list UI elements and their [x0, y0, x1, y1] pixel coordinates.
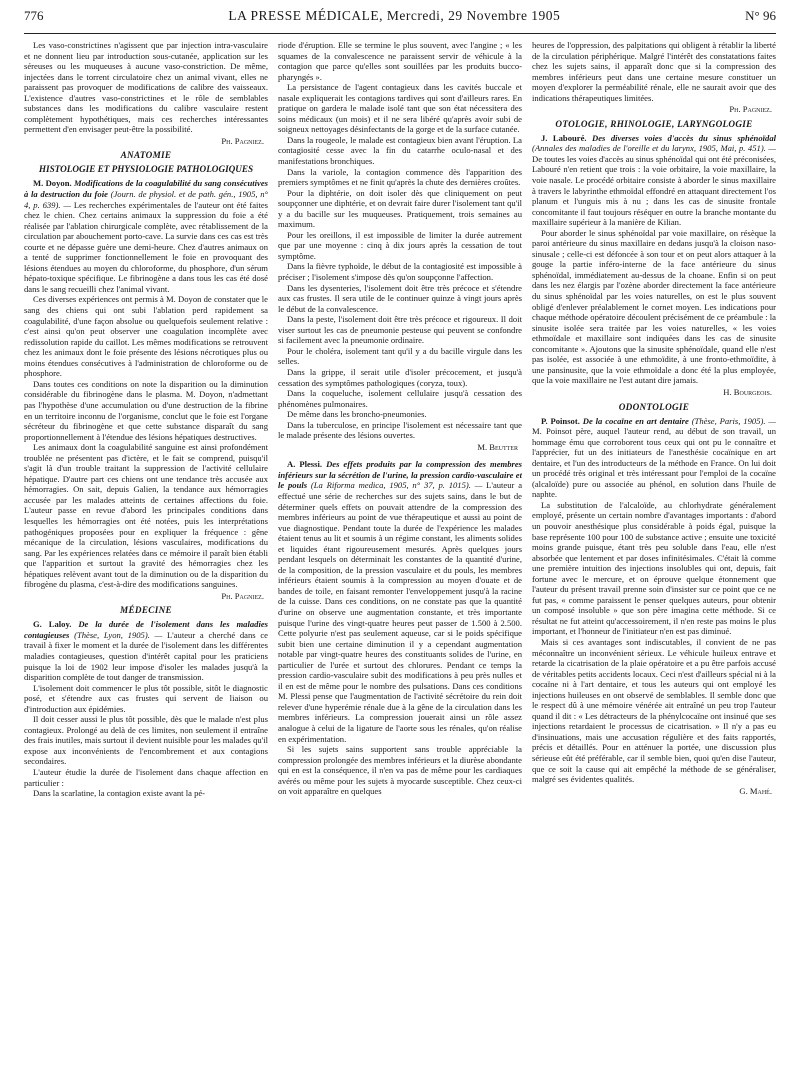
article-author: M. Doyon. — [33, 178, 72, 189]
article-reference: (Journ. de physiol. et de path. gén., 1905, n° 4, p. 639). — — [24, 189, 268, 210]
signature: Ph. Pagniez. — [221, 135, 264, 146]
paragraph: Pour les oreillons, il est impossible de limiter la durée autrement que par une moyenne : cinq à dix jours après la cessation de tout symptôme. — [278, 229, 522, 261]
paragraph: Dans la coqueluche, isolement cellulaire jusqu'à cessation des phénomènes pulmonaires. — [278, 388, 522, 409]
paragraph: Dans la rougeole, le malade est contagieux bien avant l'éruption. La contagiosité cesse avec la fin du catarrhe oculo-nasal et des manifestations bronchiques. — [278, 134, 522, 167]
paragraph: Ces diverses expériences ont permis à M. Doyon de constater que le sang des chiens qui ont subi l'ablation perd rapidement sa coagulabilité, d'une façon absolue ou quelquefois seulement relative : c'est ainsi qu'on peut observer une coagulation incomplète avec redissolution rapide du caillot. Les mêmes modifications se retrouvent chez les animaux dont le foie présente des lésions nécrotiques plus ou moins étendues consécutives à l'administration de chloroforme ou de phosphore. — [24, 294, 268, 379]
article-title: De la durée de l'isolement dans les maladies contagieuses — [24, 619, 268, 640]
article-title: De la cocaïne en art dentaire — [582, 415, 689, 426]
paragraph: Pour la diphtérie, on doit isoler dès que cliniquement on peut soupçonner une diphtérie, et on devrait faire durer l'isolement tant qu'il y a du bacille sur les muqueuses. Pratiquement, trois semaines au maximum. — [278, 187, 522, 230]
article-title: Des diverses voies d'accès du sinus sphénoïdal — [592, 132, 776, 143]
paragraph: Mais si ces avantages sont indiscutables, il convient de ne pas méconnaître un inconvénient sérieux. Le véhicule huileux entrave et retarde la cicatrisation de la plaie opératoire et a pu être parfois accusé de véritables petits accidents locaux. Ceci n'est d'ailleurs spécial ni à la cocaïne ni à l'art dentaire, et tous les auteurs qui ont employé les injections huileuses en ont observé de semblables. Il semble donc que le respect dû à une mémoire vénérée ait entraîné un peu trop l'auteur quand il dit : « Les détracteurs de la phénylcocaïne ont insinué que ses injections retardaient le processus de cicatrisation. » Il n'y a pas eu d'insinuations, mais une accusation régulière et des faits rapportés, précis et détaillés. Pour en atténuer la portée, une discussion plus sérieuse eût été préférable, car il semble bien, quoi qu'en dise l'auteur, que ce soit la cause qui ait empêché la méthode de se généraliser, malgré ses évidentes qualités. — [532, 636, 776, 785]
paragraph: M. Poinsot père, auquel l'auteur rend, au début de son travail, un hommage ému que corroborent tous ceux qui ont pu le connaître et l'apprécier, fut un des initiateurs de l'anesthésie cocaïnique en art dentaire, et l'un des introducteurs de la méthode en France. On lui doit un procédé très original et très intéressant pour l'emploi de la cocaïne (alcaloïde) pure ou associée au phénol, en solution dans l'huile de naphte. — [532, 426, 776, 500]
signature: M. Beutter — [477, 441, 518, 452]
paragraph: L'auteur a effectué une série de recherches sur des sujets sains, dans le but de déterminer quels effets on pouvait attendre de la compression des membres inférieurs au point de vue thérapeutique et aussi au point de vue diagnostique. Pendant toute la durée de l'expérience les malades étaient tenus au lit et soumis à un régime constant, les aliments solides et liquides étant rigoureusement mesurés. Après quelques jours pendant lesquels on déterminait les constantes de la quantité d'urine, de la composition, de la pression vasculaire et du pouls, les membres inférieurs étaient soumis à la compression au moyen d'ouate et de bandes de toile, en faisant remonter l'enveloppement jusqu'à la racine de la cuisse. Dans ces conditions, on ne constate pas que la quantité d'urine on observe une augmentation constante, et très importante puisque l'urine des vingt-quatre heures peut passer de 1.500 à 2.500. Cette polyurie n'est pas seulement aqueuse, car si le poids spécifique subit bien une certaine diminution il y a cependant augmentation notable par vingt-quatre heures des constituants solides de l'urine, en particulier de l'urée et surtout des chlorures. Pendant ce temps la pression cardio-vasculaire subit des modifications à peu près nulles et il en est de même pour le nombre des pulsations. Dans ces conditions M. Plessi pense que l'augmentation de l'activité sécrétoire du rein doit relever d'une hyperémie rénale due à la gêne de la circulation dans les membres inférieurs. La compression jouerait ainsi un rôle assez analogue à celui de la ligature de l'aorte sous les rénales, qu'on réalise en expérimentation. — [278, 480, 522, 744]
paragraph: L'auteur a cherché dans ce travail à fixer le moment et la durée de l'isolement dans les différentes maladies contagieuses, question d'intérêt capital pour les praticiens puisque la loi de 1902 leur impose d'isoler les malades jusqu'à la disparition complète de tout danger de transmission. — [24, 629, 268, 683]
issue-number: N° 96 — [745, 8, 776, 23]
section-heading-otologie: OTOLOGIE, RHINOLOGIE, LARYNGOLOGIE — [555, 118, 753, 129]
column-1 — [24, 40, 268, 1078]
paragraph: Dans la variole, la contagion commence dès l'apparition des premiers symptômes et ne finit qu'après la chute des dernières croûtes. — [278, 166, 522, 188]
paragraph: L'auteur étudie la durée de l'isolement dans chaque affection en particulier : — [24, 767, 268, 788]
signature: G. Mahé. — [739, 785, 772, 796]
paragraph: Dans toutes ces conditions on note la disparition ou la diminution considérable du fibrinogène dans le plasma. M. Doyon, n'admettant pas l'hypothèse d'une accumulation ou d'une destruction de la fibrine en un territoire inconnu de l'organisme, conclut que le foie est l'organe sécréteur du fibrinogène et que cette substance disparaît du sang proportionnellement à l'étendue des lésions hépatiques destructives. — [24, 378, 268, 442]
section-heading-anatomie: ANATOMIE — [120, 150, 172, 161]
article-author: G. Laloy. — [33, 619, 72, 630]
article-reference: (Annales des maladies de l'oreille et du larynx, 1905, Mai, p. 451). — — [532, 143, 776, 154]
article-header — [24, 178, 268, 294]
paragraph: Dans les dysenteries, l'isolement doit être très précoce et s'étendre aux cas frustes. Il sera utile de le continuer quinze à vingt jours après le début de la convalescence. — [278, 282, 522, 314]
paragraph: L'isolement doit commencer le plus tôt possible, sitôt le diagnostic posé, et s'étendre aux cas frustes qui servent de liaison ou d'introduction aux épidémies. — [24, 682, 268, 714]
article-reference: (Thèse, Lyon, 1905). — — [74, 629, 163, 640]
paragraph: Les recherches expérimentales de l'auteur ont été faites chez le chien. Chez certains animaux la suppression du foie a été réalisée par l'ablation chirurgicale complète, avec rétablissement de la circulation par abouchement porto-cave. La survie dans ces cas est très courte et ne dépasse guère une demi-heure. Chez d'autres animaux on a tenté de supprimer fonctionnellement le foie en provoquant des lésions étendues au moyen du chloroforme, du phosphore, d'un sérum hépato-toxique spécifique. Le fibrinogène a dans tous les cas été dosé dans le sang recueilli chez l'animal vivant. — [24, 199, 268, 294]
section-subheading-histologie: HISTOLOGIE ET PHYSIOLOGIE PATHOLOGIQUES — [38, 164, 254, 175]
article-author: P. Poinsot. — [541, 415, 580, 426]
article-header — [532, 133, 776, 228]
article-title: Des effets produits par la compression des membres inférieurs sur la sécrétion de l'urine, la pression cardio-vasculaire et le pouls — [278, 459, 522, 491]
signature: H. Bourgeois. — [723, 386, 772, 397]
paragraph: La persistance de l'agent contagieux dans les cavités buccale et nasale expliquerait les contagions tardives qui sont d'ailleurs rares. En pratique on gardera le malade isolé tant que son état nécessitera des soins médicaux (un mois) et il ne sera libéré qu'après avoir subi de soigneux nettoyages désinfectants de la gorge et de la surface cutanée. — [278, 82, 522, 135]
paragraph: Si les sujets sains supportent sans trouble appréciable la compression prolongée des membres inférieurs et la diurèse abondante qui en est la conséquence, il n'en va pas de même pour les cardiaques avérés ou même pour les sujets à myocarde susceptible. Chez ceux-ci on voit apparaître en quelques — [278, 744, 522, 797]
signature: Ph. Pagniez. — [729, 104, 772, 115]
column-3 — [532, 40, 776, 1078]
page-number: 776 — [24, 8, 44, 23]
paragraph: La substitution de l'alcaloïde, au chlorhydrate généralement employé, présente un certain nombre d'avantages importants : d'abord un pouvoir anesthésique plus considérable à poids égal, puisque la base représente 100 pour 100 de substance active ; ensuite une toxicité moins grande puisque, étant très peu soluble dans l'eau, elle n'est absorbée que lentement et par doses infinitésimales. C'était là comme une première intuition des injections insolubles qui ont, depuis, fait fortune avec le mercure, et on éprouve quelque étonnement que l'auteur du présent travail prenne soin d'insister sur ce point que ce ne fut pas, « comme paraissent le penser quelques auteurs, pour obtenir un composé insoluble » que son père imagina cette méthode. Si ce résultat ne fut atteint qu'accessoirement, il n'en reste pas moins le plus important, et l'honneur de l'initiateur n'en est pas diminué. — [532, 499, 776, 637]
section-heading-medecine: MÉDECINE — [120, 605, 172, 616]
paragraph: Pour aborder le sinus sphénoïdal par voie maxillaire, on résèque la paroi antérieure du sinus maxillaire en dedans jusqu'à la cloison naso-sinusale ; celle-ci est défoncée à son tour et on peut alors attaquer à la gouge la partie inféro-interne de la face antérieure du sinus sphénoïdal, immédiatement au-dessus de la choane. Enfin si on peut dans les nez élargis par l'ozène aborder directement la face antérieure du sinus sphénoïdal par les voies naturelles, on est le plus souvent obligé d'enlever préalablement le cornet moyen. Les indications pour chaque méthode opératoire découlent précisément de ce préambule : la sinusite isolée sera traitée par les voies naturelles, « les voies ethmoïdale et maxillaire sont indiquées dans les cas de sinusite concomitante ». Ajoutons que la sinusite sphénoïdale, quand elle n'est pas isolée, est associée à une ethmoïdite, à une fronto-ethmoïdite, à une pansinusite, que la voie ethmoïdale a donc été la plus employée, que la voie maxillaire ne l'est autant dire jamais. — [532, 227, 776, 386]
header-rule — [24, 33, 776, 34]
article-author: J. Labouré. — [541, 132, 587, 143]
signature: Ph. Pagniez. — [221, 590, 264, 601]
article-author: A. Plessi. — [287, 459, 323, 470]
article-header — [532, 416, 776, 500]
paragraph: Dans la fièvre typhoïde, le début de la contagiosité est impossible à préciser ; l'isolement s'impose dès qu'on soupçonne l'affection. — [278, 261, 522, 283]
paragraph: De toutes les voies d'accès au sinus sphénoïdal qui ont été préconisées, Labouré n'en retient que trois : la voie orbitaire, la voie maxillaire, la voie nasale. Le procédé orbitaire consiste à aborder le sinus maxillaire à travers le labyrinthe ethmoïdal effondré en attaquant directement l'os planum et l'unguis mis à nu ; dans les cas de sinusite frontale concomitante il faut toujours réséquer en outre la branche montante du maxillaire supérieur à la manière de Kilian. — [532, 153, 776, 228]
paragraph: Les animaux dont la coagulabilité sanguine est ainsi profondément troublée ne présentent pas d'ictère, et le fait se comprend, puisqu'il s'agit là d'un trouble traitant la suppression de l'activité cellulaire hépatique. D'autre part ces chiens ont une tendance très accusée aux hémorragies. On sait, depuis Galien, la tendance aux hémorragies accusée par les malades atteints de certaines affections du foie. L'auteur passe en revue d'abord les principales conditions dans lesquelles les hémorragies ont été notées, puis les interprétations pathogéniques proposées pour en expliquer la fréquence : gêne mécanique de la circulation, lésions vasculaires, modifications du sang. Par les expériences relatées dans ce mémoire il paraît bien établi que l'apparition et surtout la gravité des hémorragies chez les hépatiques relèvent avant tout de la diminution ou de la disparition du fibrogène du plasma, c'est-à-dire des modifications sanguines. — [24, 442, 268, 590]
paragraph: Il doit cesser aussi le plus tôt possible, dès que le malade n'est plus contagieux. Prolongé au delà de ces limites, non seulement il entraîne des frais inutiles, mais surtout il devient nuisible pour les malades qu'il expose aux inconvénients de l'encombrement et aux contagions secondaires. — [24, 714, 268, 767]
article-reference: (La Riforma medica, 1905, n° 37, p. 1015). — — [310, 480, 483, 491]
paragraph: riode d'éruption. Elle se termine le plus souvent, avec l'angine ; « les squames de la convalescence ne paraissent servir de véhicule à la contagion que parce qu'elles sont souillées par les produits bucco-pharyngés ». — [278, 40, 522, 82]
paragraph: Les vaso-constrictines n'agissent que par injection intra-vasculaire et ne donnent lieu par introduction sous-cutanée, application sur les séreuses ou les muqueuses à aucune vaso-constriction. De même, injectées dans le torrent circulatoire chez un animal vivant, elles ne paraissent pas provoquer de modifications de calibre des vaisseaux. L'existence d'autres vaso-constrictines et le rôle de semblables substances dans les modifications du calibre vasculaire restent complètement hypothétiques, mais ces recherches intéressantes permettent d'en envisager peut-être la possibilité. — [24, 40, 268, 135]
columns — [24, 40, 776, 1078]
section-heading-odontologie: ODONTOLOGIE — [618, 401, 690, 412]
paragraph: Pour le choléra, isolement tant qu'il y a du bacille virgule dans les selles. — [278, 345, 522, 367]
paragraph: Dans la grippe, il serait utile d'isoler précocement, et jusqu'à cessation des symptômes pathologiques (coryza, toux). — [278, 366, 522, 388]
paragraph: Dans la scarlatine, la contagion existe avant la pé- — [33, 788, 206, 799]
article-header — [24, 619, 268, 682]
paragraph: Dans la peste, l'isolement doit être très précoce et rigoureux. Il doit viser surtout les cas de pneumonie pesteuse qui peuvent se confondre si facilement avec la pneumonie ordinaire. — [278, 314, 522, 346]
article-reference: (Thèse, Paris, 1905). — — [691, 415, 776, 426]
column-2 — [278, 40, 522, 1078]
paragraph: Dans la tuberculose, en principe l'isolement est nécessaire tant que le malade présente des lésions ouvertes. — [278, 419, 522, 441]
paragraph: heures de l'oppression, des palpitations qui obligent à rétablir la liberté de la circulation périphérique. Malgré l'intérêt des constatations faites chez les sujets sains, il apparaît donc que si la compression des membres inférieurs peut dans une certaine mesure constituer un moyen d'explorer la perméabilité rénale, elle ne saurait avoir que des indications thérapeutiques limitées. — [532, 40, 776, 103]
journal-title: LA PRESSE MÉDICALE, Mercredi, 29 Novembre 1905 — [228, 8, 561, 23]
article-title: Modifications de la coagulabilité du sang consécutives à la destruction du foie — [24, 178, 268, 200]
paragraph: De même dans les broncho-pneumonies. — [287, 409, 427, 420]
article-header — [278, 459, 522, 744]
page-header — [24, 8, 776, 32]
